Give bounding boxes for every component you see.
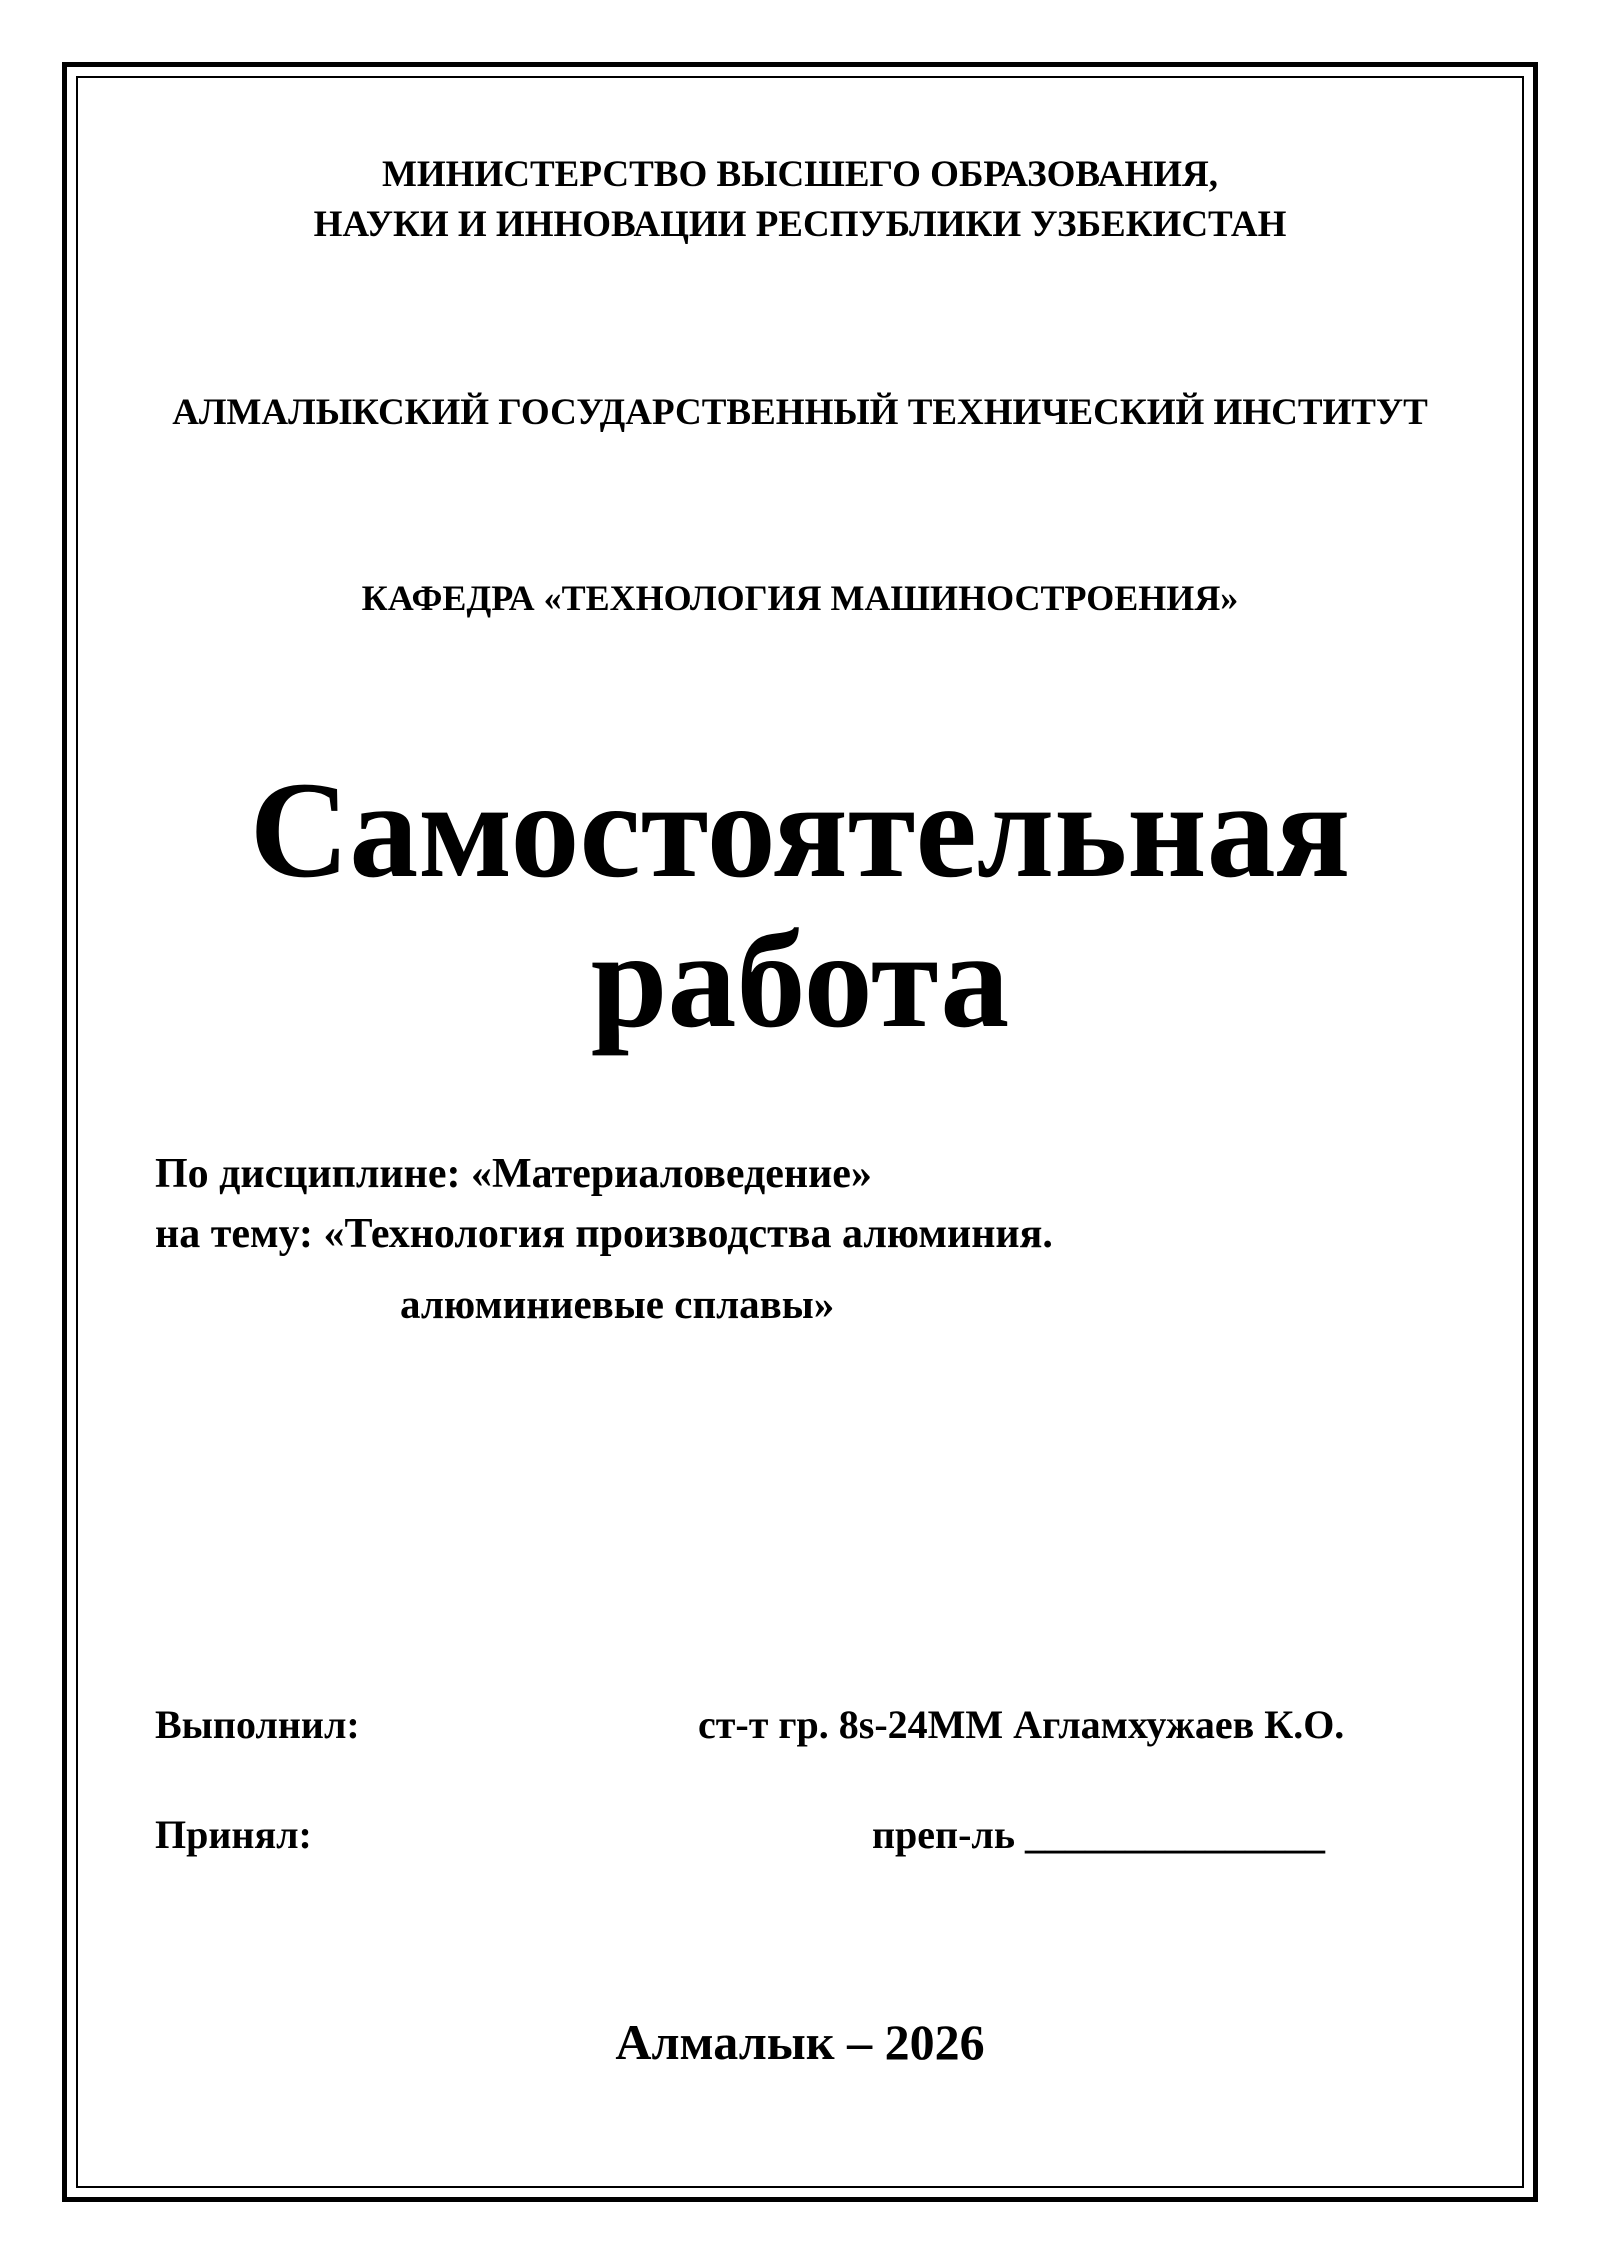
- ministry-heading: [0, 150, 1600, 250]
- document-title: [0, 755, 1600, 1055]
- accepted-value: преп-ль _______________: [872, 1812, 1326, 1857]
- ministry-line-1: МИНИСТЕРСТВО ВЫСШЕГО ОБРАЗОВАНИЯ,: [381, 154, 1218, 195]
- performed-label: Выполнил:: [155, 1702, 360, 1747]
- city-year-footer: Алмалык – 2026: [615, 2014, 985, 2070]
- topic-line-2: алюминиевые сплавы»: [400, 1281, 835, 1327]
- institute-heading: АЛМАЛЫКСКИЙ ГОСУДАРСТВЕННЫЙ ТЕХНИЧЕСКИЙ ИНСТИТУТ: [172, 392, 1428, 433]
- discipline-line: По дисциплине: «Материаловедение»: [155, 1151, 872, 1197]
- accepted-label: Принял:: [155, 1812, 312, 1857]
- title-line-1: Самостоятельная: [249, 753, 1351, 906]
- performed-value: ст-т гр. 8s-24ММ Агламхужаев К.О.: [698, 1702, 1345, 1747]
- department-heading: КАФЕДРА «ТЕХНОЛОГИЯ МАШИНОСТРОЕНИЯ»: [361, 578, 1239, 618]
- title-line-2: работа: [590, 903, 1010, 1056]
- ministry-line-2: НАУКИ И ИННОВАЦИИ РЕСПУБЛИКИ УЗБЕКИСТАН: [313, 204, 1287, 245]
- topic-line-1: на тему: «Технология производства алюминия.: [155, 1211, 1053, 1257]
